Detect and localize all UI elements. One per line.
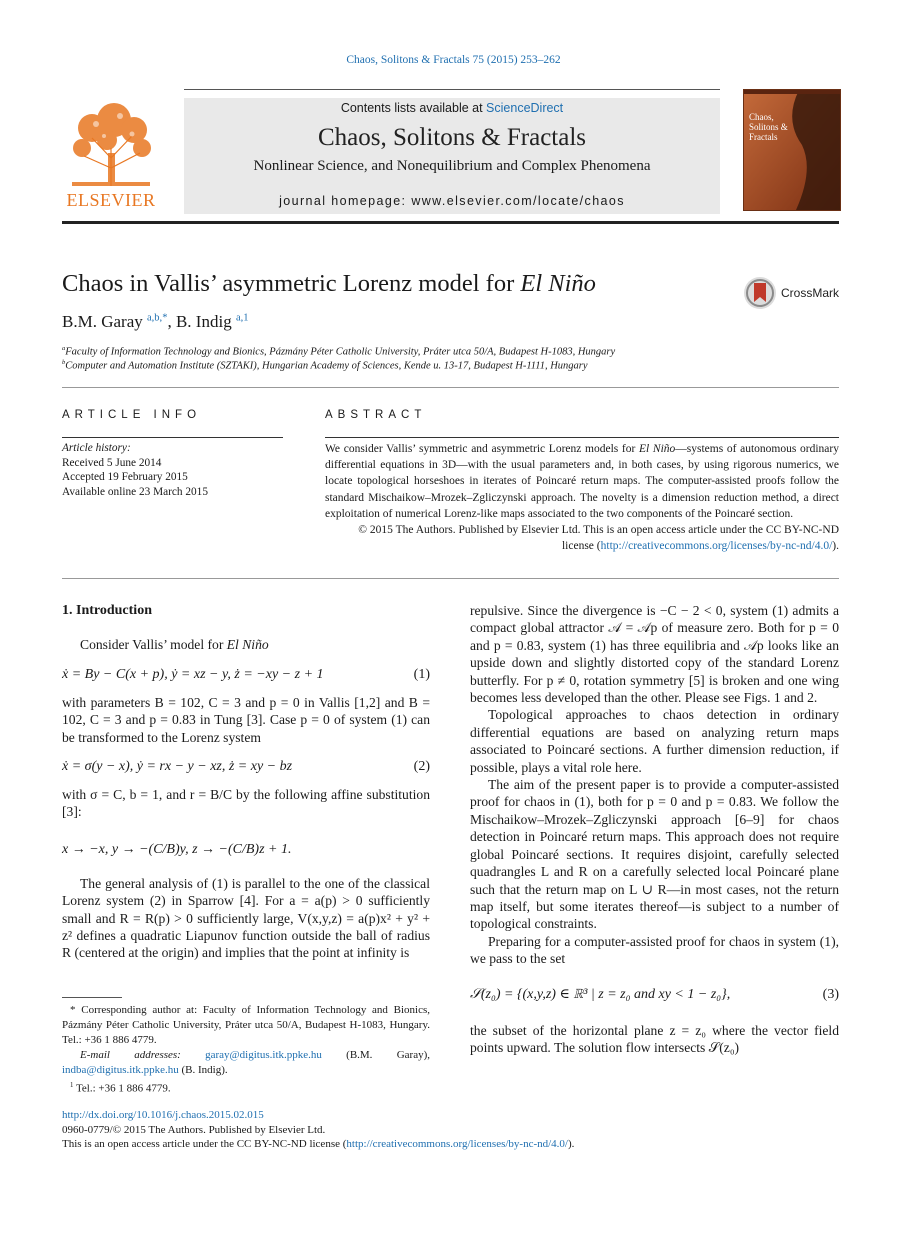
doi-link[interactable]: http://dx.doi.org/10.1016/j.chaos.2015.02.015	[62, 1109, 264, 1121]
header-top-rule	[184, 89, 720, 90]
author-list: B.M. Garay $^{a,b,*}$, B. Indig $^{a,1}$	[62, 312, 249, 331]
right-paragraph-4: Preparing for a computer-assisted proof for chaos in system (1), we pass to the set	[470, 933, 839, 967]
journal-title: Chaos, Solitons & Fractals	[317, 124, 587, 151]
homepage-link[interactable]: www.elsevier.com/locate/chaos	[411, 194, 625, 208]
history-label: Article history:	[62, 442, 131, 454]
crossmark-badge[interactable]	[743, 276, 843, 312]
article-info-heading: ARTICLE INFO	[62, 409, 202, 421]
article-history	[62, 441, 208, 499]
journal-citation[interactable]: Chaos, Solitons & Fractals 75 (2015) 253–262	[346, 54, 561, 66]
email-indig-link[interactable]: indba@digitus.itk.ppke.hu	[62, 1064, 179, 1076]
intro-paragraph-2: with parameters B = 102, C = 3 and p = 0 in Vallis [1,2] and B = 102, C = 3 and p = 0.83 in Tung [3]. Case p = 0 of system (1) can be transformed to the Lorenz system	[62, 694, 430, 745]
equation-2: ẋ = σ(y − x), ẏ = rx − y − xz, ż = xy − bz (2)	[62, 759, 430, 775]
contents-line: Contents lists available at ScienceDirect	[340, 101, 564, 115]
elsevier-logo[interactable]	[62, 98, 160, 210]
publisher-wordmark: ELSEVIER	[66, 190, 156, 210]
abstract-license-link[interactable]: http://creativecommons.org/licenses/by-nc-nd/4.0/	[600, 540, 833, 553]
author-indig: B. Indig	[175, 312, 232, 331]
email-note: E-mail addresses: garay@digitus.itk.ppke.hu (B.M. Garay), indba@digitus.itk.ppke.hu (B. Indig).	[62, 1049, 430, 1076]
intro-paragraph-1: Consider Vallis’ model for El Niño	[80, 637, 269, 653]
footnote-rule	[62, 997, 122, 998]
article-title: Chaos in Vallis’ asymmetric Lorenz model for El Niño	[62, 270, 596, 297]
footer-license-link[interactable]: http://creativecommons.org/licenses/by-nc-nd/4.0/	[346, 1138, 568, 1151]
received-date: Received 5 June 2014	[62, 456, 162, 469]
journal-homepage: journal homepage: www.elsevier.com/locate/chaos	[279, 194, 625, 208]
sciencedirect-link[interactable]: ScienceDirect	[486, 101, 564, 115]
abstract-rule	[325, 437, 839, 438]
crossmark-icon	[743, 276, 777, 310]
equation-2-number: (2)	[413, 759, 430, 775]
info-rule	[62, 437, 283, 438]
equation-3-number: (3)	[822, 986, 839, 1002]
affiliation-a: $^a$Faculty of Information Technology and Bionics, Pázmány Péter Catholic University, Práter utca 50/A, Budapest H-1083, Hungary	[62, 345, 616, 358]
substitution-equation: x → −x, y → −(C/B)y, z → −(C/B)z + 1.	[62, 841, 292, 857]
journal-subtitle: Nonlinear Science, and Nonequilibrium and Complex Phenomena	[253, 158, 651, 174]
online-date: Available online 23 March 2015	[62, 485, 208, 498]
affil-divider	[62, 387, 839, 388]
journal-banner	[184, 98, 720, 214]
right-paragraph-1: repulsive. Since the divergence is −C − 2 < 0, system (1) admits a compact global attractor 𝒜 = 𝒜p of measure zero. Both for p = 0 and p = 0.83, system (1) has three equilibria and 𝒜p looks like an upside down and slightly distorted copy of the standard Lorenz butterfly. For p ≠ 0, rotation symmetry [5] is broken and one wing becomes less developed than the other. Please see Figs. 1 and 2.	[470, 603, 839, 706]
open-access-line: This is an open access article under the CC BY-NC-ND license (http://creativecommons.org/licenses/by-nc-nd/4.0/).	[62, 1138, 575, 1151]
right-paragraph-2: Topological approaches to chaos detection in ordinary differential equations are based on analyzing return maps associated to Poincaré sections. A further dimension reduction, if possible, plays a vital role here.	[470, 707, 839, 775]
issn-line: 0960-0779/© 2015 The Authors. Published by Elsevier Ltd.	[62, 1123, 326, 1136]
crossmark-label: CrossMark	[781, 286, 840, 300]
page-footer	[62, 1108, 574, 1152]
equation-1-number: (1)	[413, 666, 430, 682]
left-column	[62, 602, 430, 962]
cover-image	[744, 90, 840, 210]
intro-paragraph-3: with σ = C, b = 1, and r = B/C by the following affine substitution [3]:	[62, 787, 430, 820]
abstract-text: We consider Vallis’ symmetric and asymmetric Lorenz models for El Niño—systems of autonomous ordinary differential equations in 3D—with the usual parameters and, in both cases, by using rigorous numerics, we locate topological horseshoes in iterates of Poincaré return maps. The computer-assisted proofs follow the standard Mischaikow–Mrozek–Zgliczynski approach. The novelty is a dimension reduction method, a direct exploitation of numerical Lorenz-like maps associated to the two components of the Poincaré section.	[325, 443, 839, 520]
abstract-heading: ABSTRACT	[325, 409, 427, 421]
author-garay: B.M. Garay	[62, 312, 143, 331]
abstract-body	[325, 441, 839, 554]
right-column	[470, 602, 839, 1056]
accepted-date: Accepted 19 February 2015	[62, 471, 188, 484]
intro-paragraph-4: The general analysis of (1) is parallel to the one of the classical Lorenz system (2) in Sparrow [4]. For a = a(p) > 0 sufficiently small and R = R(p) > 0 sufficiently large, V(x,y,z) = a(p)x² + y² + z² defines a quadratic Liapunov function outside the ball of radius R (centered at the origin) and implies that the point at infinity is	[62, 875, 430, 961]
section-heading: 1. Introduction	[62, 603, 152, 618]
footnotes	[62, 1003, 430, 1097]
right-paragraph-3: The aim of the present paper is to provide a computer-assisted proof for chaos in (1), both for p = 0 and p = 0.83. We follow the Mischaikow–Mrozek–Zgliczynski approach [6–9] for chaos detection in Poincaré return maps. This approach does not require global Poincaré sections. It requires disjoint, carefully selected quadrangles L and R on a carefully selected local Poincaré plane such that the return map on L ∪ R—in most cases, not the return map itself, but some iterates thereof—is subject to a number of topological constraints.	[470, 777, 839, 932]
cover-title: Chaos, Solitons & Fractals	[749, 112, 788, 142]
email-garay-link[interactable]: garay@digitus.itk.ppke.hu	[205, 1049, 322, 1061]
equation-1: ẋ = By − C(x + p), ẏ = xz − y, ż = −xy − z + 1 (1)	[62, 666, 430, 682]
corresponding-author-note: * Corresponding author at: Faculty of Information Technology and Bionics, Pázmány Péter Catholic University, Práter utca 50/A, Budapest H-1083, Hungary. Tel.: +36 1 886 4779.	[62, 1004, 431, 1046]
author-indig-affil[interactable]: a,1	[235, 312, 249, 324]
right-paragraph-5: the subset of the horizontal plane z = z₀ where the vector field points upward. The solution flow intersects 𝒮(z₀)	[470, 1022, 839, 1055]
author-garay-affil[interactable]: a,b,*	[146, 312, 168, 324]
footnote-1: $^1$ Tel.: +36 1 886 4779.	[70, 1082, 171, 1095]
journal-cover[interactable]	[743, 89, 841, 211]
abstract-bottom-rule	[62, 578, 839, 579]
affiliation-b: $^b$Computer and Automation Institute (SZTAKI), Hungarian Academy of Sciences, Kende u. 13-17, Budapest H-1111, Hungary	[62, 359, 588, 372]
abstract-copyright: © 2015 The Authors. Published by Elsevier Ltd. This is an open access article under the CC BY-NC-ND license (http://creativecommons.org/licenses/by-nc-nd/4.0/).	[358, 524, 839, 553]
equation-3: 𝒮(z₀) = {(x,y,z) ∈ ℝ³ | z = z₀ and xy < 1 − z₀}, (3)	[470, 986, 839, 1002]
header-bottom-rule	[62, 221, 839, 224]
